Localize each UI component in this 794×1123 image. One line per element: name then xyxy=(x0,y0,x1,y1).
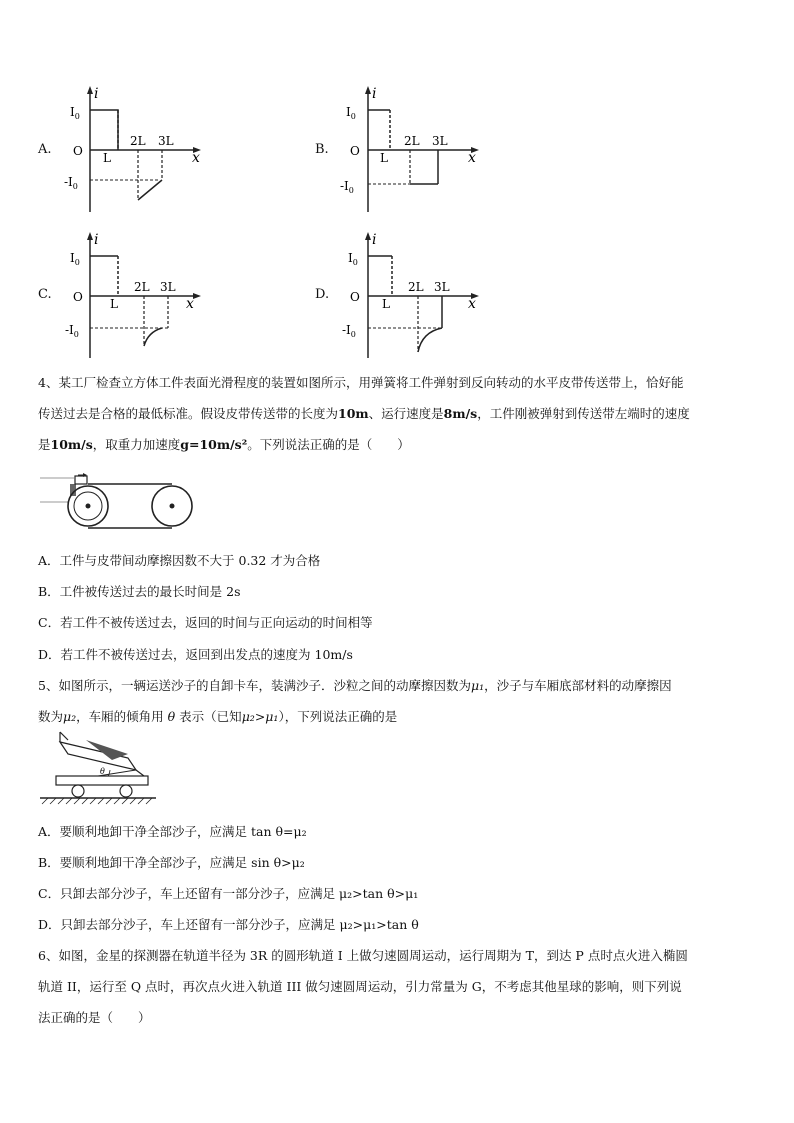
option-c-label: C. xyxy=(38,287,52,302)
q6-line3: 法正确的是（ ） xyxy=(38,1010,151,1025)
graph-b xyxy=(338,82,488,217)
graph-d-i-label: i xyxy=(372,232,377,248)
option-b-label: B. xyxy=(315,142,329,157)
graph-a-x-label: x xyxy=(192,150,200,166)
question-5-text xyxy=(38,670,760,732)
graph-a xyxy=(60,82,210,217)
graph-c-ni0: -I xyxy=(65,323,74,337)
conveyor-figure xyxy=(38,472,198,534)
graph-a-ni0-sub: 0 xyxy=(72,182,78,191)
graph-d-i0-sub: 0 xyxy=(352,258,358,267)
q5-option-d[interactable]: D．只卸去部分沙子，车上还留有一部分沙子，应满足 μ₂>μ₁>tan θ xyxy=(38,917,419,932)
q6-line2: 轨道 II，运行至 Q 点时，再次点火进入轨道 III 做匀速圆周运动，引力常量为 G，不考虑其他星球的影响，则下列说 xyxy=(38,979,682,994)
graph-c-i0-sub: 0 xyxy=(74,258,80,267)
truck-theta-label: θ xyxy=(100,767,105,776)
graph-c-origin: O xyxy=(73,290,83,304)
graph-c-2L: 2L xyxy=(134,280,150,294)
q5-line1: 5、如图所示，一辆运送沙子的自卸卡车，装满沙子．沙粒之间的动摩擦因数为μ₁，沙子与车厢底部材料的动摩擦因 xyxy=(38,678,672,693)
graph-b-2L: 2L xyxy=(404,134,420,148)
graph-d-origin: O xyxy=(350,290,360,304)
graph-b-i-label: i xyxy=(372,86,377,102)
graph-a-i0: I xyxy=(70,105,75,119)
graph-b-ni0-sub: 0 xyxy=(348,186,354,195)
svg-text:-I0 xyxy=(342,323,356,339)
graph-a-L: L xyxy=(103,151,111,165)
graph-d-ni0: -I xyxy=(342,323,351,337)
option-d-label: D. xyxy=(315,287,330,302)
question-6-text xyxy=(38,940,760,1033)
graph-d-L: L xyxy=(382,297,390,311)
graph-c-3L: 3L xyxy=(160,280,176,294)
q4-line3: 是10m/s，取重力加速度g=10m/s²。下列说法正确的是（ ） xyxy=(38,437,410,452)
graph-a-2L: 2L xyxy=(130,134,146,148)
q4-option-d[interactable]: D．若工件不被传送过去，返回到出发点的速度为 10m/s xyxy=(38,647,353,662)
graph-d xyxy=(338,228,488,363)
q5-option-c[interactable]: C．只卸去部分沙子，车上还留有一部分沙子，应满足 μ₂>tan θ>μ₁ xyxy=(38,886,419,901)
svg-text:I0 xyxy=(348,251,358,267)
question-4-text xyxy=(38,367,760,460)
graph-d-3L: 3L xyxy=(434,280,450,294)
graph-b-ni0: -I xyxy=(340,179,349,193)
graph-b-x-label: x xyxy=(468,150,476,166)
svg-text:-I0 xyxy=(64,175,78,191)
graph-b-i0-sub: 0 xyxy=(350,112,356,121)
q6-line1: 6、如图，金星的探测器在轨道半径为 3R 的圆形轨道 I 上做匀速圆周运动，运行周期为 T，到达 P 点时点火进入椭圆 xyxy=(38,948,688,963)
q4-line2: 传送过去是合格的最低标准。假设皮带传送带的长度为10m、运行速度是8m/s，工件刚被弹射到传送带左端时的速度 xyxy=(38,406,690,421)
svg-text:-I0 xyxy=(65,323,79,339)
graph-d-2L: 2L xyxy=(408,280,424,294)
graph-c-ni0-sub: 0 xyxy=(73,330,79,339)
graph-c-x-label: x xyxy=(186,296,194,312)
graph-d-x-label: x xyxy=(468,296,476,312)
graph-a-i0-sub: 0 xyxy=(74,112,80,121)
graph-b-i0: I xyxy=(346,105,351,119)
option-a-label: A. xyxy=(38,142,52,157)
q4-option-a[interactable]: A．工件与皮带间动摩擦因数不大于 0.32 才为合格 xyxy=(38,553,321,568)
graph-a-3L: 3L xyxy=(158,134,174,148)
graph-d-ni0-sub: 0 xyxy=(350,330,356,339)
svg-text:-I0 xyxy=(340,179,354,195)
q5-option-b[interactable]: B．要顺利地卸干净全部沙子，应满足 sin θ>μ₂ xyxy=(38,855,305,870)
svg-text:I0 xyxy=(70,105,80,121)
q5-line2: 数为μ₂，车厢的倾角用 θ 表示（已知μ₂>μ₁），下列说法正确的是 xyxy=(38,709,398,724)
graph-b-origin: O xyxy=(350,144,360,158)
svg-text:I0 xyxy=(70,251,80,267)
graph-c-i-label: i xyxy=(94,232,99,248)
graph-c-L: L xyxy=(110,297,118,311)
q4-line1: 4、某工厂检查立方体工件表面光滑程度的装置如图所示，用弹簧将工件弹射到反向转动的水平皮带传送带上，恰好能 xyxy=(38,375,684,390)
graph-d-i0: I xyxy=(348,251,353,265)
graph-b-L: L xyxy=(380,151,388,165)
q4-option-c[interactable]: C．若工件不被传送过去，返回的时间与正向运动的时间相等 xyxy=(38,615,373,630)
graph-a-i-label: i xyxy=(94,86,99,102)
dump-truck-figure xyxy=(38,730,158,806)
graph-c xyxy=(60,228,210,363)
graph-a-ni0: -I xyxy=(64,175,73,189)
graph-b-3L: 3L xyxy=(432,134,448,148)
svg-text:I0 xyxy=(346,105,356,121)
graph-a-origin: O xyxy=(73,144,83,158)
q4-option-b[interactable]: B．工件被传送过去的最长时间是 2s xyxy=(38,584,241,599)
graph-c-i0: I xyxy=(70,251,75,265)
q5-option-a[interactable]: A．要顺利地卸干净全部沙子，应满足 tan θ=μ₂ xyxy=(38,824,307,839)
